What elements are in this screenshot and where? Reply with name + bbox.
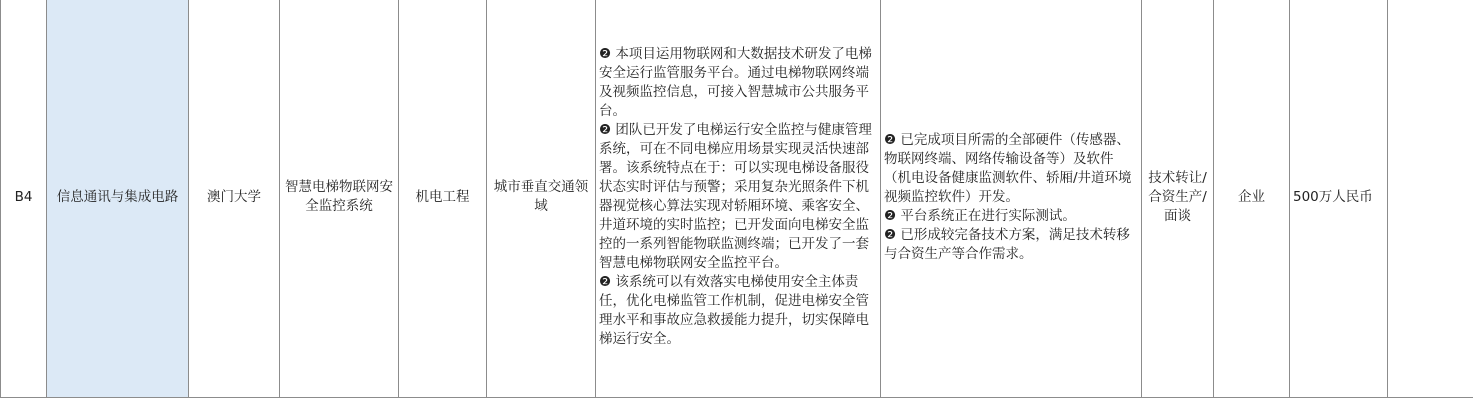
cell-field[interactable]: 信息通讯与集成电路 xyxy=(47,0,189,398)
cell-partner[interactable]: 企业 xyxy=(1214,0,1290,398)
cell-id[interactable]: B4 xyxy=(1,0,47,398)
table-row xyxy=(1,0,1473,398)
description-paragraph: ❷ 本项目运用物联网和大数据技术研发了电梯安全运行监管服务平台。通过电梯物联网终端及视频监控信息，可接入智慧城市公共服务平台。 xyxy=(599,46,872,119)
description-paragraph: ❷ 该系统可以有效落实电梯使用安全主体责任，优化电梯监管工作机制，促进电梯安全管理水平和事故应急救援能力提升，切实保障电梯运行安全。 xyxy=(599,274,869,347)
progress-paragraph: ❷ 平台系统正在进行实际测试。 xyxy=(884,207,1076,224)
cell-cooperation[interactable]: 技术转让/合资生产/面谈 xyxy=(1142,0,1214,398)
cell-institution[interactable]: 澳门大学 xyxy=(189,0,280,398)
cell-description[interactable] xyxy=(596,0,881,398)
cell-application[interactable]: 城市垂直交通领域 xyxy=(487,0,596,398)
progress-paragraph: ❷ 已完成项目所需的全部硬件（传感器、物联网终端、网络传输设备等）及软件（机电设备健康监测软件、轿厢/井道环境视频监控软件）开发。 xyxy=(884,131,1132,205)
cell-progress[interactable] xyxy=(881,0,1142,398)
progress-paragraph: ❷ 已形成较完备技术方案，满足技术转移与合资生产等合作需求。 xyxy=(884,226,1130,262)
cell-empty[interactable] xyxy=(1388,0,1473,398)
description-paragraph: ❷ 团队已开发了电梯运行安全监控与健康管理系统，可在不同电梯应用场景实现灵活快速部署。该系统特点在于：可以实现电梯设备服役状态实时评估与预警；采用复杂光照条件下机器视觉核心算法实现对轿厢环境、乘客安全、井道环境的实时监控；已开发面向电梯安全监控的一系列智能物联监测终端；已开发了一套智慧电梯物联网安全监控平台。 xyxy=(599,122,872,271)
cell-project[interactable]: 智慧电梯物联网安全监控系统 xyxy=(280,0,399,398)
cell-budget[interactable]: 500万人民币 xyxy=(1290,0,1388,398)
cell-discipline[interactable]: 机电工程 xyxy=(399,0,487,398)
